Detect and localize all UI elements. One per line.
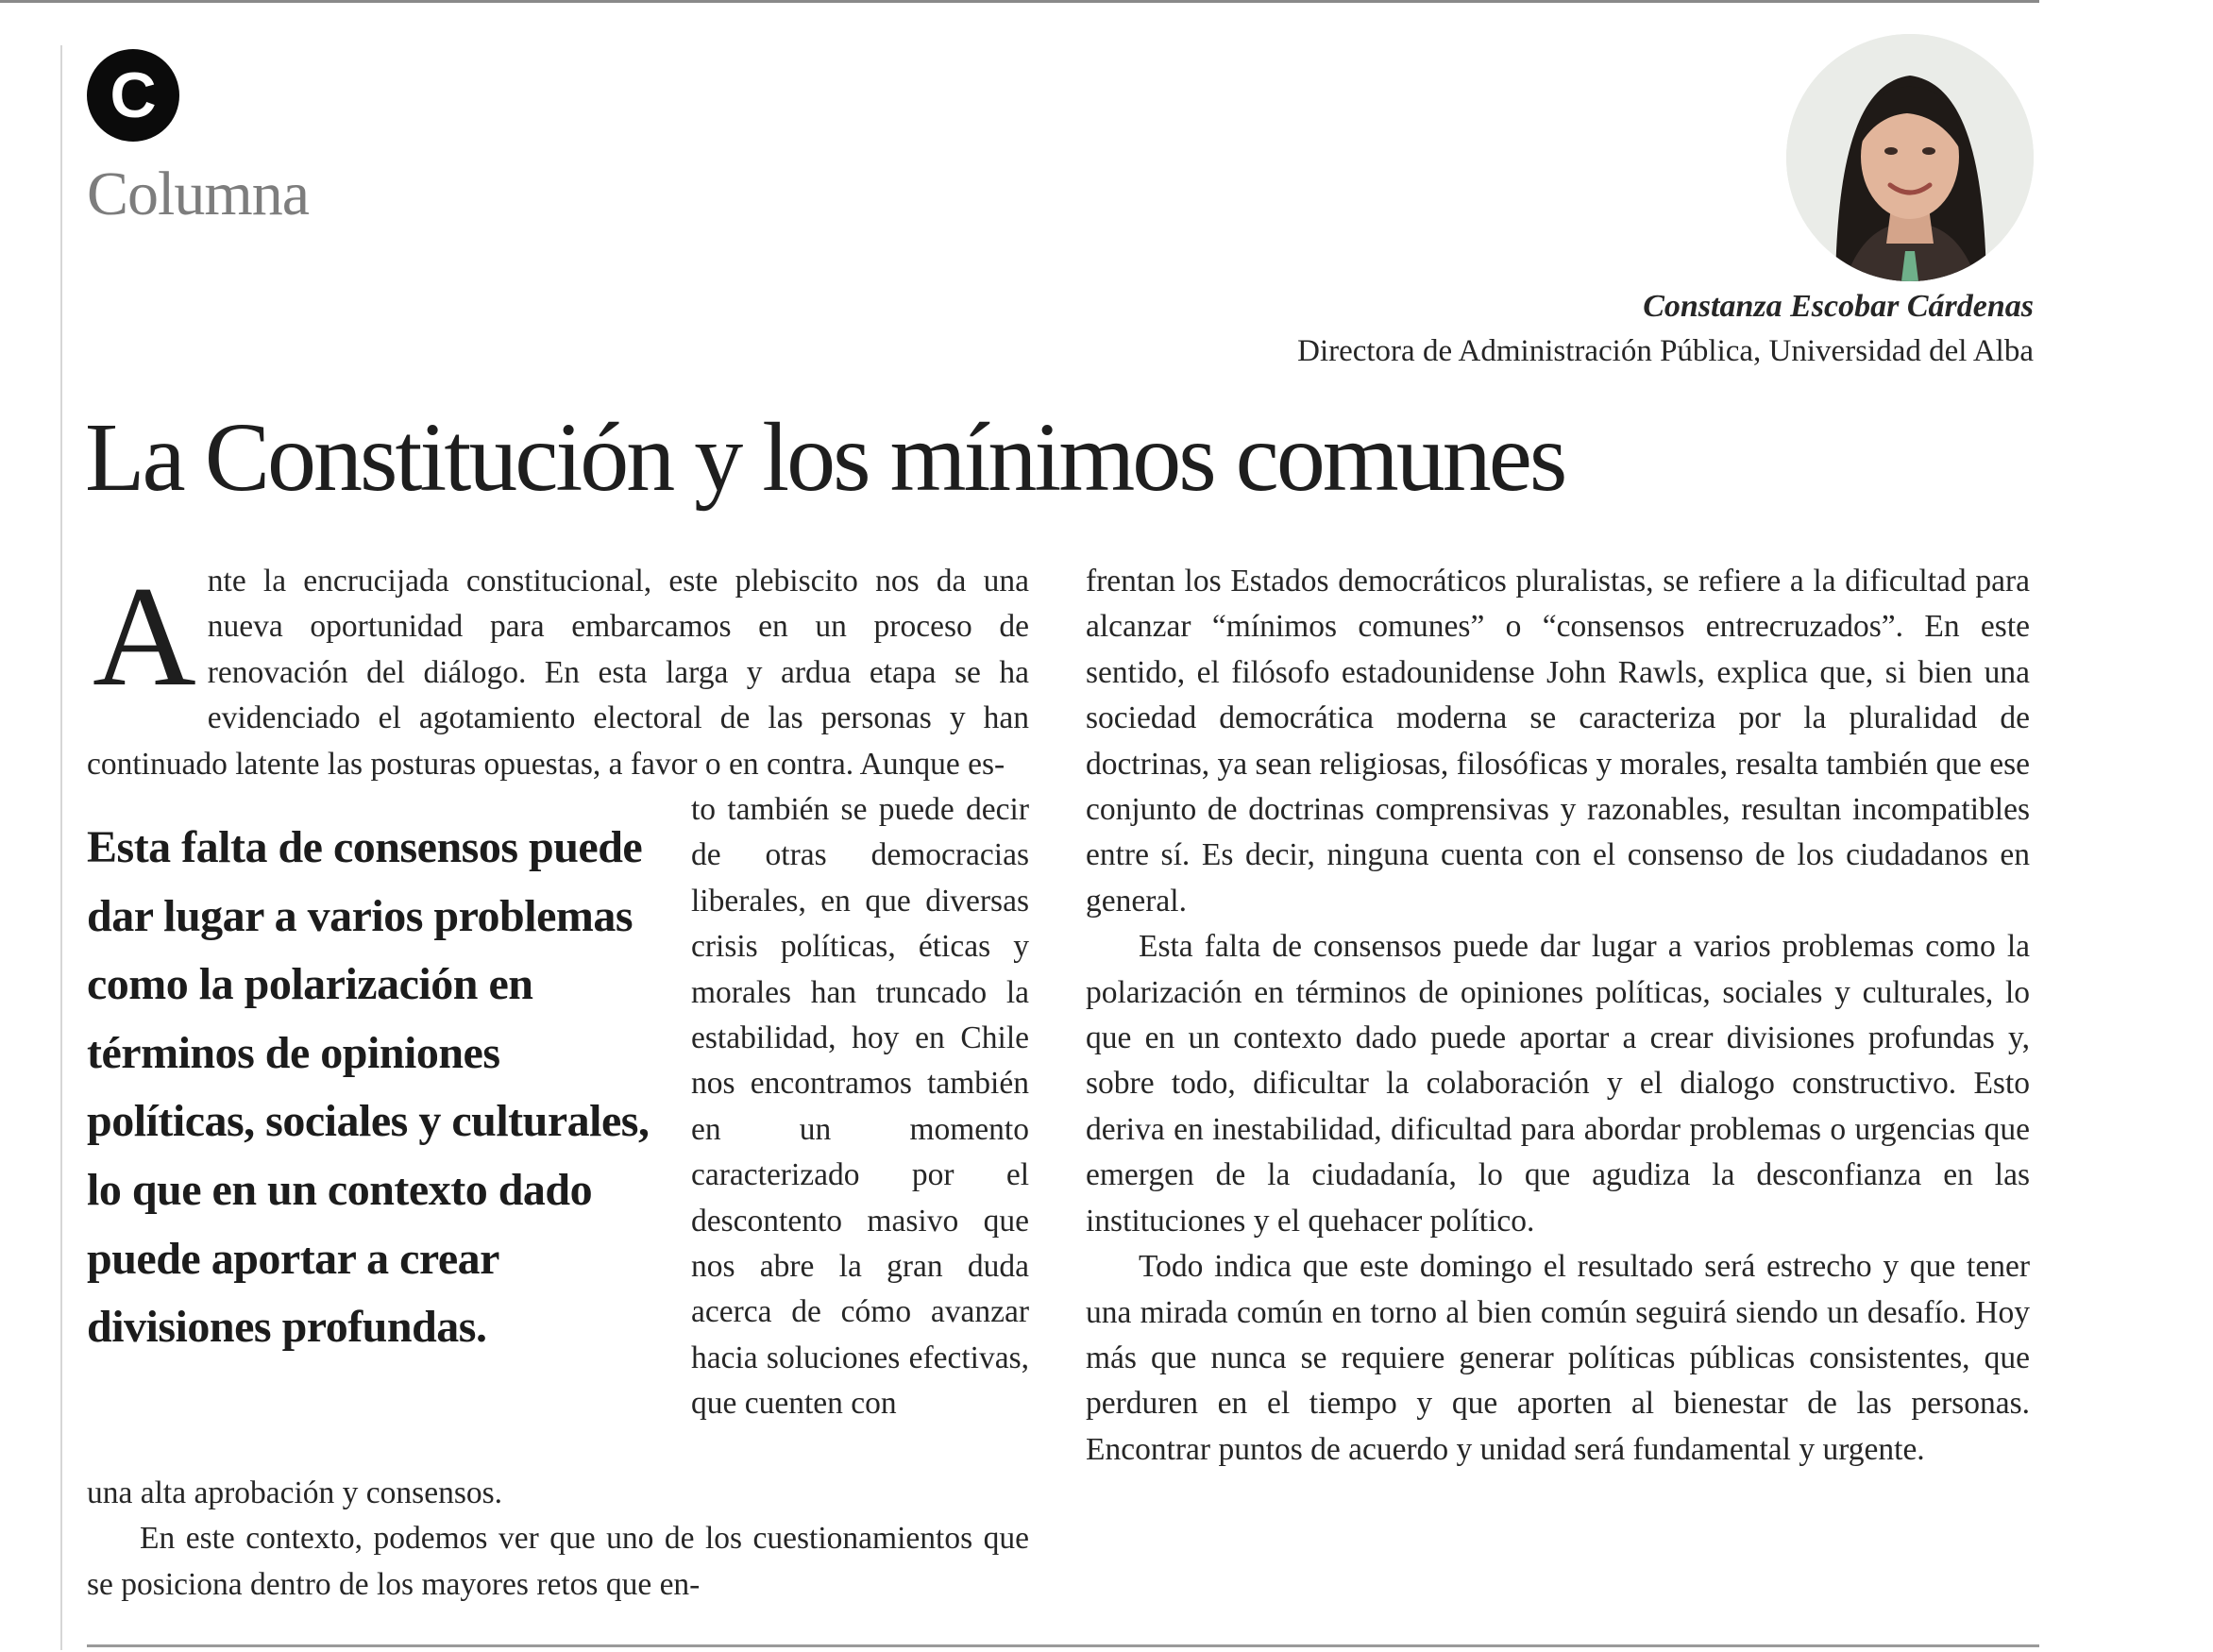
paragraph-1-open [87, 559, 1029, 787]
bottom-rule [87, 1644, 2039, 1647]
column-1-wrap [691, 787, 1029, 1427]
paragraph-3: Esta falta de consensos puede dar lugar a varios problemas como la polarización en términos de opiniones políticas, sociales y culturales, lo que en un contexto dado puede aportar a crear divisiones profundas y, sobre todo, dificultar la colaboración y el dialogo constructivo. Esto deriva en inestabilidad, dificultad para abordar problemas o urgencias que emergen de la ciudadanía, lo que agudiza la desconfianza en las instituciones y el quehacer político. [1086, 929, 2030, 1239]
column-2 [1086, 559, 2030, 1473]
headline: La Constitución y los mínimos comunes [85, 403, 1565, 512]
paragraph-1-wrap: to también se puede decir de otras democracias liberales, en que diversas crisis políticas, éticas y morales han truncado la estabilidad, hoy en Chile nos encontramos también en un momento caracterizado por el descontento masivo que nos abre la gran duda acerca de cómo avanzar hacia soluciones efectivas, que cuenten con [691, 792, 1029, 1422]
paragraph-2-continued: frentan los Estados democráticos pluralistas, se refiere a la dificultad para alcanzar “mínimos comunes” o “consensos entrecruzados”. En este sentido, el filósofo estadounidense John Rawls, explica que, si bien una sociedad democrática moderna se caracteriza por la pluralidad de doctrinas, ya sean religiosas, filosóficas y morales, resalta también que ese conjunto de doctrinas comprensivas y razonables, resultan incompatibles entre sí. Es decir, ninguna cuenta con el consenso de los ciudadanos en general. [1086, 564, 2031, 919]
top-rule [0, 0, 2039, 3]
paragraph-2-start: En este contexto, podemos ver que uno de los cuestionamientos que se posiciona dentro de los mayores retos que en- [87, 1521, 1029, 1602]
author-photo [1786, 34, 2034, 281]
paragraph-1-open-text: nte la encrucijada constitucional, este plebiscito nos da una nueva oportunidad para embarcamos en un proceso de renovación del diálogo. En esta larga y ardua etapa se ha evidenciado el agotamiento electoral de las personas y han continuado latente las posturas opuestas, a favor o en contra. Aunque es- [87, 564, 1029, 782]
left-rule [60, 45, 62, 1650]
column-1-bottom [87, 1471, 1029, 1608]
drop-cap: A [93, 557, 196, 716]
column-1-top [87, 559, 1029, 787]
paragraph-1-end: una alta aprobación y consensos. [87, 1475, 503, 1510]
author-name: Constanza Escobar Cárdenas [1643, 289, 2034, 324]
section-badge-icon: C [87, 49, 179, 142]
section-label: Columna [87, 160, 309, 228]
pull-quote: Esta falta de consensos puede dar lugar a varios problemas como la polarización en términos de opiniones políticas, sociales y culturales, lo que en un contexto dado puede aportar a crear divisiones profundas. [87, 822, 650, 1353]
author-role: Directora de Administración Pública, Universidad del Alba [1297, 334, 2034, 368]
paragraph-4: Todo indica que este domingo el resultado será estrecho y que tener una mirada común en torno al bien común seguirá siendo un desafío. Hoy más que nunca se requiere generar políticas públicas consistentes, que perduren en el tiempo y que aporten al bienestar de las personas. Encontrar puntos de acuerdo y unidad será fundamental y urgente. [1086, 1249, 2030, 1467]
